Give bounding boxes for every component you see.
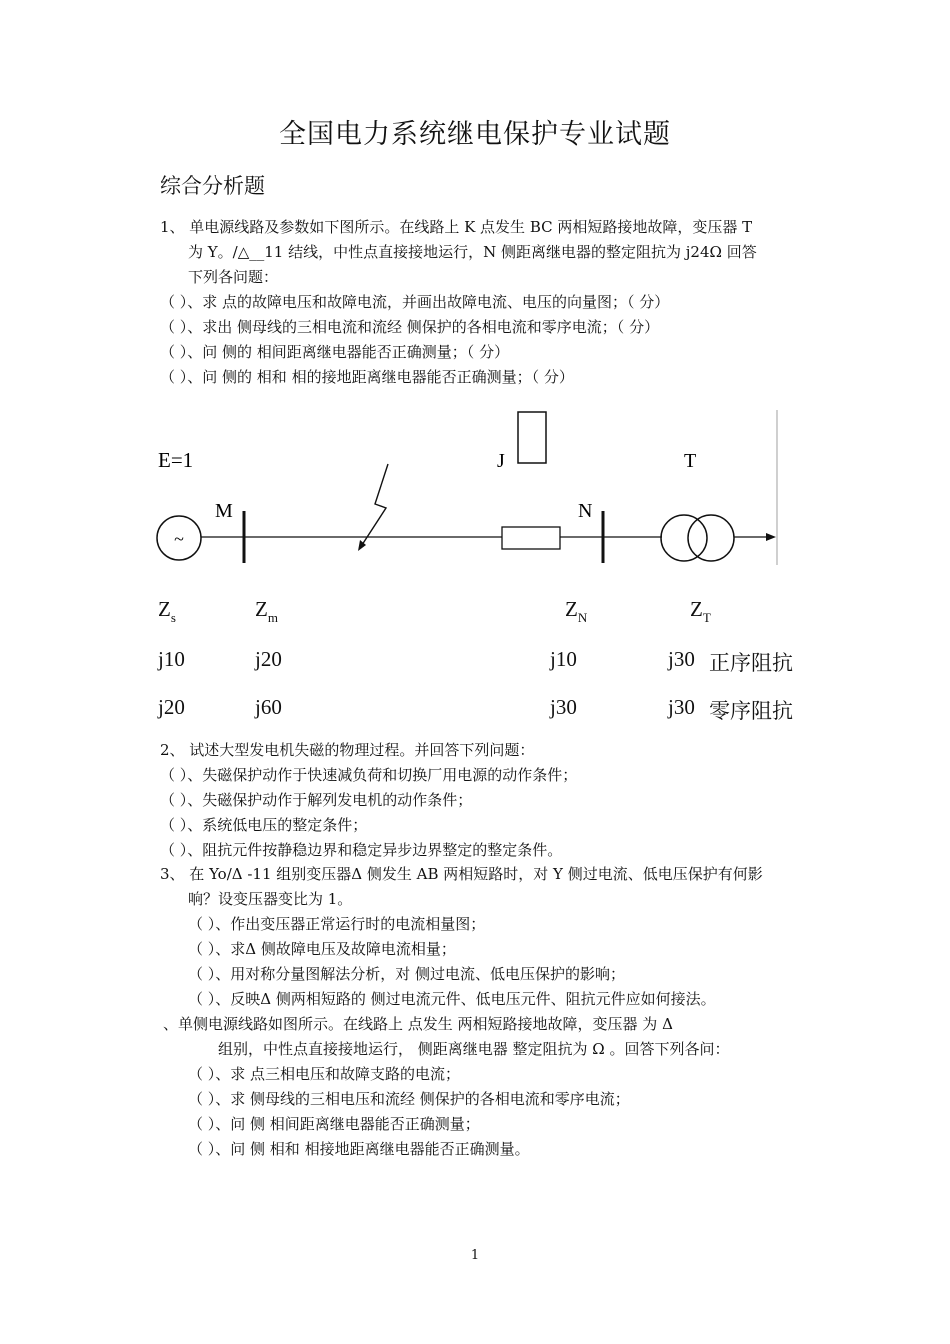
q1-line-2: 为 Y。/△__11 结线，中性点直接接地运行，N 侧距离继电器的整定阻抗为 j24Ω 回答: [188, 243, 757, 261]
zero-zn: j30: [550, 695, 577, 719]
q2-item: （ ）、失磁保护动作于快速减负荷和切换厂用电源的动作条件；: [160, 766, 578, 784]
q2-item: （ ）、系统低电压的整定条件；: [160, 816, 368, 834]
pos-label: 正序阻抗: [709, 651, 793, 675]
q4-line-2: 组别，中性点直接接地运行， 侧距离继电器 整定阻抗为 Ω 。回答下列各问：: [218, 1040, 730, 1058]
bus-m-label: M: [215, 500, 233, 522]
q3-item: （ ）、用对称分量图解法分析，对 侧过电流、低电压保护的影响；: [188, 965, 626, 983]
pos-zn: j10: [550, 647, 577, 671]
q1-line-1: 1、 单电源线路及参数如下图所示。在线路上 K 点发生 BC 两相短路接地故障，变压器 T: [160, 218, 753, 236]
q1-item: （ ）、求出 侧母线的三相电流和流经 侧保护的各相电流和零序电流；（ 分）: [160, 318, 660, 336]
bus-n-label: N: [578, 500, 593, 522]
transformer-winding-2: [688, 515, 734, 561]
q1-item: （ ）、问 侧的 相和 相的接地距离继电器能否正确测量；（ 分）: [160, 368, 574, 386]
q3-line-2: 响？设变压器变比为 1。: [188, 890, 353, 908]
q1-item: （ ）、求 点的故障电压和故障电流，并画出故障电流、电压的向量图；（ 分）: [160, 293, 670, 311]
q3-item: （ ）、求Δ 侧故障电压及故障电流相量；: [188, 940, 456, 958]
section-heading: 综合分析题: [160, 174, 265, 198]
relay-symbol: [518, 412, 546, 463]
param-zt: $Z_T$: [690, 597, 711, 625]
q3-line-1: 3、 在 Yo/Δ -11 组别变压器Δ 侧发生 AB 两相短路时，对 Y 侧过电流、低电压保护有何影: [160, 865, 763, 883]
q2-head: 2、 试述大型发电机失磁的物理过程。并回答下列问题：: [160, 741, 535, 759]
zero-zt: j30: [668, 695, 695, 719]
zero-zs: j20: [158, 695, 185, 719]
param-zm: $Z_m$: [255, 597, 278, 625]
q1-item: （ ）、问 侧的 相间距离继电器能否正确测量；（ 分）: [160, 343, 510, 361]
zero-zm: j60: [255, 695, 282, 719]
relay-label: J: [497, 450, 505, 472]
transformer-winding-1: [661, 515, 707, 561]
transformer-label: T: [684, 450, 697, 472]
source-label: E=1: [158, 448, 194, 472]
page-title: 全国电力系统继电保护专业试题: [279, 119, 671, 150]
q4-line-1: 、单侧电源线路如图所示。在线路上 点发生 两相短路接地故障，变压器 为 Δ: [163, 1015, 673, 1033]
generator-tilde: ~: [174, 529, 184, 549]
q2-item: （ ）、失磁保护动作于解列发电机的动作条件；: [160, 791, 473, 809]
pos-zm: j20: [255, 647, 282, 671]
zero-label: 零序阻抗: [709, 699, 793, 723]
line-impedance: [502, 527, 560, 549]
param-zs: $Z_s$: [158, 597, 176, 625]
q4-item: （ ）、求 点三相电压和故障支路的电流；: [188, 1065, 461, 1083]
q3-item: （ ）、反映Δ 侧两相短路的 侧过电流元件、低电压元件、阻抗元件应如何接法。: [188, 990, 716, 1008]
pos-zs: j10: [158, 647, 185, 671]
pos-zt: j30: [668, 647, 695, 671]
q4-item: （ ）、问 侧 相间距离继电器能否正确测量；: [188, 1115, 480, 1133]
q2-item: （ ）、阻抗元件按静稳边界和稳定异步边界整定的整定条件。: [160, 841, 563, 859]
circuit-diagram: [0, 400, 950, 600]
q1-line-3: 下列各问题：: [188, 268, 279, 286]
param-zn: $Z_N$: [565, 597, 588, 625]
load-arrow-icon: [766, 533, 776, 541]
q3-item: （ ）、作出变压器正常运行时的电流相量图；: [188, 915, 486, 933]
q4-item: （ ）、求 侧母线的三相电压和流经 侧保护的各相电流和零序电流；: [188, 1090, 630, 1108]
q4-item: （ ）、问 侧 相和 相接地距离继电器能否正确测量。: [188, 1140, 530, 1158]
fault-symbol: [360, 464, 388, 548]
page-number: 1: [470, 1248, 480, 1263]
